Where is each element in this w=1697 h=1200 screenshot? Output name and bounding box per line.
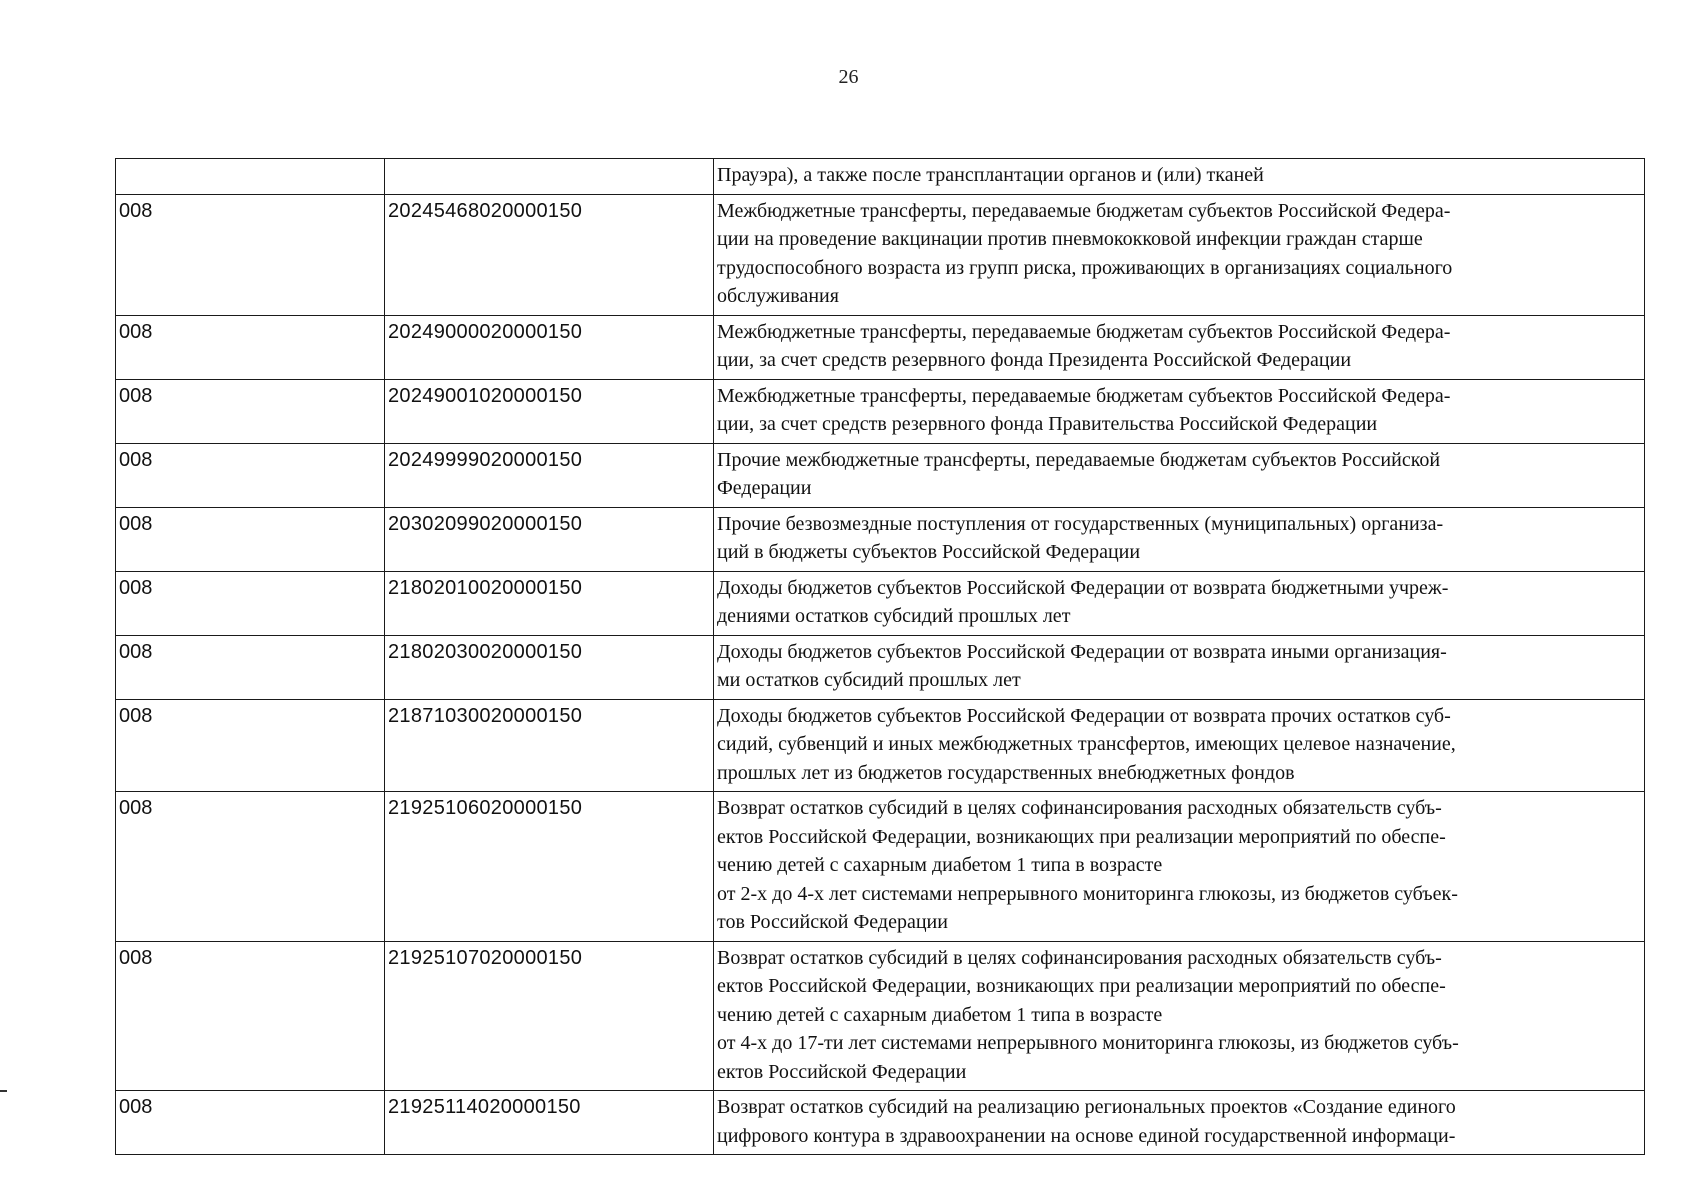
description-line: ектов Российской Федерации [717, 1060, 967, 1083]
description-line: ектов Российской Федерации, возникающих при реализации мероприятий по обеспе- [717, 975, 1446, 997]
budget-table [115, 158, 1645, 1155]
description-line: от 4-х до 17-ти лет системами непрерывного мониторинга глюкозы, из бюджетов субъ- [717, 1032, 1459, 1054]
description-line: Федерации [717, 477, 812, 499]
table-row [116, 194, 1645, 315]
description-line: чению детей с сахарным диабетом 1 типа в возрасте [717, 1003, 1163, 1026]
description-line: Прочие безвозмездные поступления от государственных (муниципальных) организа- [717, 512, 1444, 535]
description-line: Прочие межбюджетные трансферты, передаваемые бюджетам субъектов Российской [717, 448, 1441, 471]
table-row [116, 699, 1645, 792]
description-cell [714, 443, 1645, 507]
table-row [116, 941, 1645, 1091]
description-cell [714, 1091, 1645, 1155]
description-line: прошлых лет из бюджетов государственных внебюджетных фондов [717, 761, 1295, 784]
budget-code-cell: 20249000020000150 [385, 315, 714, 379]
admin-code-cell: 008 [116, 507, 385, 571]
description-line: от 2-х до 4-х лет системами непрерывного мониторинга глюкозы, из бюджетов субъек- [717, 882, 1458, 905]
description-cell [714, 507, 1645, 571]
description-cell [714, 571, 1645, 635]
description-line: ции на проведение вакцинации против пневмококковой инфекции граждан старше [717, 228, 1423, 250]
description-line: ции, за счет средств резервного фонда Правительства Российской Федерации [717, 413, 1378, 435]
description-line: ций в бюджеты субъектов Российской Федерации [717, 541, 1141, 563]
description-cell [714, 635, 1645, 699]
admin-code-cell: 008 [116, 941, 385, 1091]
description-line: ции, за счет средств резервного фонда Президента Российской Федерации [717, 349, 1352, 371]
description-cell [714, 159, 1645, 195]
budget-code-cell: 20245468020000150 [385, 194, 714, 315]
description-line: Прауэра), а также после трансплантации органов и (или) тканей [717, 164, 1264, 186]
budget-code-cell: 21925106020000150 [385, 792, 714, 942]
table-row [116, 1091, 1645, 1155]
admin-code-cell: 008 [116, 194, 385, 315]
admin-code-cell [116, 159, 385, 195]
description-line: Возврат остатков субсидий в целях софинансирования расходных обязательств субъ- [717, 946, 1442, 969]
budget-code-cell: 21925107020000150 [385, 941, 714, 1091]
description-line: дениями остатков субсидий прошлых лет [717, 605, 1071, 627]
admin-code-cell: 008 [116, 635, 385, 699]
description-line: Межбюджетные трансферты, передаваемые бюджетам субъектов Российской Федера- [717, 199, 1451, 222]
budget-code-cell: 21925114020000150 [385, 1091, 714, 1155]
table-row [116, 635, 1645, 699]
table-row [116, 792, 1645, 942]
description-cell [714, 194, 1645, 315]
budget-code-cell: 20249999020000150 [385, 443, 714, 507]
margin-dash [0, 1090, 7, 1092]
description-line: обслуживания [717, 285, 839, 307]
table-row [116, 159, 1645, 195]
admin-code-cell: 008 [116, 571, 385, 635]
description-cell [714, 379, 1645, 443]
budget-code-cell: 20302099020000150 [385, 507, 714, 571]
description-line: Доходы бюджетов субъектов Российской Федерации от возврата бюджетными учреж- [717, 576, 1449, 599]
budget-code-cell: 21802030020000150 [385, 635, 714, 699]
description-cell [714, 941, 1645, 1091]
page-number: 26 [838, 66, 859, 88]
description-cell [714, 699, 1645, 792]
description-line: Возврат остатков субсидий в целях софинансирования расходных обязательств субъ- [717, 797, 1442, 819]
table-row [116, 379, 1645, 443]
admin-code-cell: 008 [116, 699, 385, 792]
admin-code-cell: 008 [116, 443, 385, 507]
admin-code-cell: 008 [116, 315, 385, 379]
description-cell [714, 792, 1645, 942]
table-body [116, 159, 1645, 1155]
table-row [116, 571, 1645, 635]
table-row [116, 315, 1645, 379]
description-line: Межбюджетные трансферты, передаваемые бюджетам субъектов Российской Федера- [717, 384, 1451, 407]
description-line: чению детей с сахарным диабетом 1 типа в возрасте [717, 854, 1163, 876]
table-row [116, 443, 1645, 507]
description-line: трудоспособного возраста из групп риска, проживающих в организациях социального [717, 256, 1453, 279]
description-line: ектов Российской Федерации, возникающих при реализации мероприятий по обеспе- [717, 825, 1446, 848]
description-line: тов Российской Федерации [717, 911, 948, 933]
admin-code-cell: 008 [116, 792, 385, 942]
budget-code-cell [385, 159, 714, 195]
table-row [116, 507, 1645, 571]
description-line: ми остатков субсидий прошлых лет [717, 669, 1021, 691]
description-line: Межбюджетные трансферты, передаваемые бюджетам субъектов Российской Федера- [717, 320, 1451, 343]
description-cell [714, 315, 1645, 379]
description-line: цифрового контура в здравоохранении на основе единой государственной информаци- [717, 1124, 1456, 1147]
budget-code-cell: 21802010020000150 [385, 571, 714, 635]
admin-code-cell: 008 [116, 1091, 385, 1155]
budget-code-cell: 20249001020000150 [385, 379, 714, 443]
admin-code-cell: 008 [116, 379, 385, 443]
description-line: сидий, субвенций и иных межбюджетных трансфертов, имеющих целевое назначение, [717, 733, 1456, 755]
budget-code-cell: 21871030020000150 [385, 699, 714, 792]
description-line: Возврат остатков субсидий на реализацию региональных проектов «Создание единого [717, 1096, 1456, 1118]
description-line: Доходы бюджетов субъектов Российской Федерации от возврата прочих остатков суб- [717, 704, 1451, 727]
description-line: Доходы бюджетов субъектов Российской Федерации от возврата иными организация- [717, 640, 1447, 663]
